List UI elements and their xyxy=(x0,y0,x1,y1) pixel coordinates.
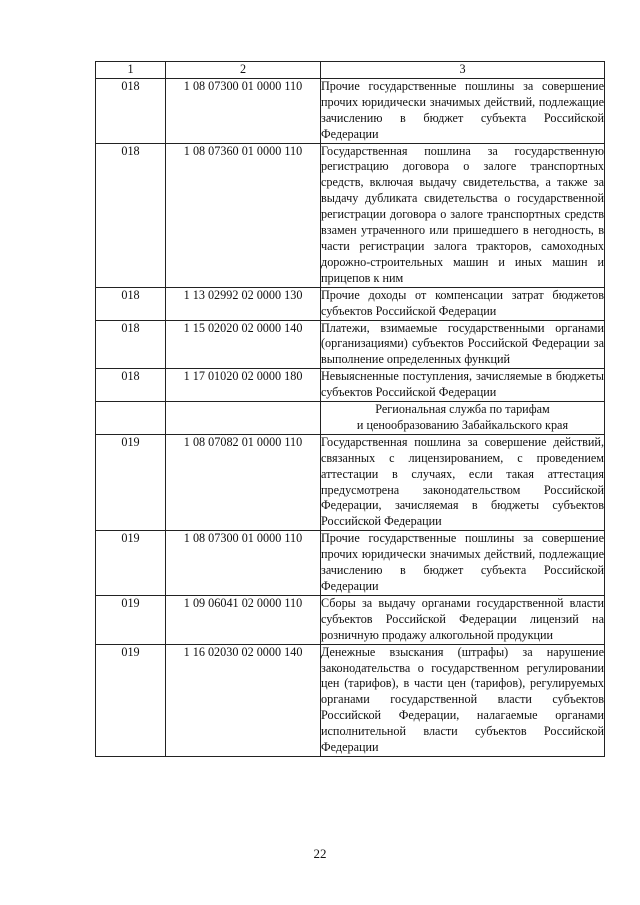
admin-code-cell: 018 xyxy=(96,287,166,320)
revenue-code-cell: 1 16 02030 02 0000 140 xyxy=(166,644,321,756)
admin-code-cell: 019 xyxy=(96,531,166,596)
revenue-description-cell: Прочие государственные пошлины за совершение прочих юридически значимых действий, подлежащие зачислению в бюджет субъекта Российской Федерации xyxy=(321,78,605,143)
revenue-description-cell: Денежные взыскания (штрафы) за нарушение законодательства о государственном регулировании цен (тарифов), в части цен (тарифов), регулируемых органами государственной власти субъектов Российской Федерации, налагаемые органами исполнительной власти субъектов Российской Федерации xyxy=(321,644,605,756)
table-row xyxy=(96,287,605,320)
table-row xyxy=(96,595,605,644)
admin-code-cell: 019 xyxy=(96,434,166,530)
table-row xyxy=(96,143,605,287)
revenue-code-cell: 1 15 02020 02 0000 140 xyxy=(166,320,321,369)
table-row xyxy=(96,434,605,530)
column-header-2: 2 xyxy=(166,62,321,79)
admin-code-cell: 018 xyxy=(96,78,166,143)
column-header-1: 1 xyxy=(96,62,166,79)
table-row xyxy=(96,320,605,369)
empty-cell xyxy=(166,402,321,435)
section-header-row xyxy=(96,402,605,435)
revenue-description-cell: Сборы за выдачу органами государственной власти субъектов Российской Федерации лицензий на розничную продажу алкогольной продукции xyxy=(321,595,605,644)
revenue-code-cell: 1 08 07300 01 0000 110 xyxy=(166,531,321,596)
table-row xyxy=(96,78,605,143)
revenue-code-cell: 1 17 01020 02 0000 180 xyxy=(166,369,321,402)
table-row xyxy=(96,644,605,756)
revenue-code-cell: 1 08 07300 01 0000 110 xyxy=(166,78,321,143)
table-header-row xyxy=(96,62,605,79)
admin-code-cell: 018 xyxy=(96,369,166,402)
revenue-codes-table xyxy=(95,61,605,757)
page-number: 22 xyxy=(313,846,327,861)
section-title-line-2: и ценообразованию Забайкальского края xyxy=(356,417,569,432)
revenue-description-cell: Невыясненные поступления, зачисляемые в бюджеты субъектов Российской Федерации xyxy=(321,369,605,402)
admin-code-cell: 019 xyxy=(96,644,166,756)
section-title-line-1: Региональная служба по тарифам xyxy=(375,402,550,417)
section-title xyxy=(321,402,605,435)
admin-code-cell: 019 xyxy=(96,595,166,644)
revenue-description-cell: Государственная пошлина за совершение действий, связанных с лицензированием, с проведением аттестации в случаях, если такая аттестация предусмотрена законодательством Российской Федерации, зачисляемая в бюджеты субъектов Российской Федерации xyxy=(321,434,605,530)
table-row xyxy=(96,531,605,596)
revenue-description-cell: Платежи, взимаемые государственными органами (организациями) субъектов Российской Федерации за выполнение определенных функций xyxy=(321,320,605,369)
revenue-description-cell: Прочие государственные пошлины за совершение прочих юридически значимых действий, подлежащие зачислению в бюджет субъекта Российской Федерации xyxy=(321,531,605,596)
revenue-code-cell: 1 08 07360 01 0000 110 xyxy=(166,143,321,287)
table-row xyxy=(96,369,605,402)
revenue-code-cell: 1 13 02992 02 0000 130 xyxy=(166,287,321,320)
column-header-3: 3 xyxy=(321,62,605,79)
revenue-description-cell: Прочие доходы от компенсации затрат бюджетов субъектов Российской Федерации xyxy=(321,287,605,320)
revenue-code-cell: 1 09 06041 02 0000 110 xyxy=(166,595,321,644)
admin-code-cell: 018 xyxy=(96,143,166,287)
revenue-description-cell: Государственная пошлина за государственную регистрацию договора о залоге транспортных средств, включая выдачу свидетельства, а также за выдачу дубликата свидетельства о государственной регистрации договора о залоге транспортных средств взамен утраченного или пришедшего в негодность, в части регистрации залога тракторов, самоходных дорожно-строительных машин и иных машин и прицепов к ним xyxy=(321,143,605,287)
revenue-code-cell: 1 08 07082 01 0000 110 xyxy=(166,434,321,530)
empty-cell xyxy=(96,402,166,435)
admin-code-cell: 018 xyxy=(96,320,166,369)
